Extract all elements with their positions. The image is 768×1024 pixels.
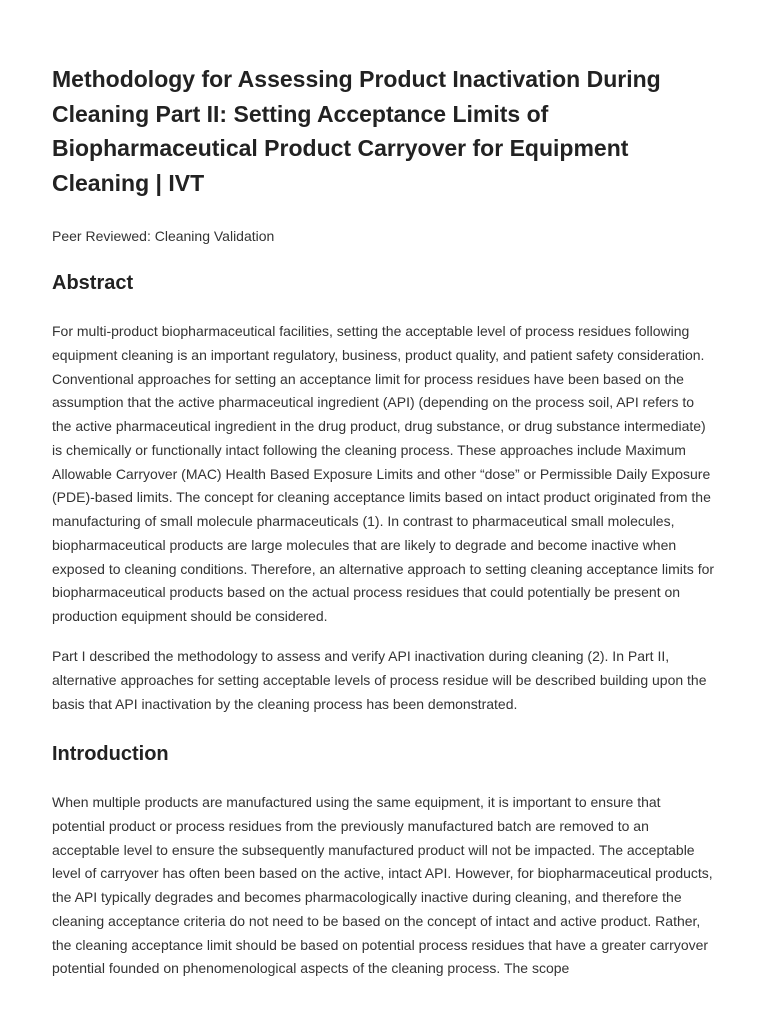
introduction-paragraph: When multiple products are manufactured using the same equipment, it is important to ensure that potential product or process residues from the previously manufactured batch are removed to an acceptable level to ensure the subsequently manufactured product will not be impacted. The acceptable level of carryover has often been based on the active, intact API. However, for biopharmaceutical products, the API typically degrades and becomes pharmacologically inactive during cleaning, and therefore the cleaning acceptance criteria do not need to be based on the concept of intact and active product. Rather, the cleaning acceptance limit should be based on potential process residues that have a greater carryover potential founded on phenomenological aspects of the cleaning process. The scope xyxy=(52,794,713,977)
article-title: Methodology for Assessing Product Inactivation During Cleaning Part II: Setting Acceptance Limits of Biopharmaceutical Product Carryover for Equipment Cleaning | IVT xyxy=(52,66,661,196)
introduction-heading: Introduction xyxy=(52,743,169,765)
article-category: Peer Reviewed: Cleaning Validation xyxy=(52,228,275,244)
article xyxy=(52,62,716,977)
abstract-paragraph: Part I described the methodology to assess and verify API inactivation during cleaning (2). In Part II, alternative approaches for setting acceptable levels of process residue will be described building upon the basis that API inactivation by the cleaning process has been demonstrated. xyxy=(52,648,707,712)
abstract-heading: Abstract xyxy=(52,272,134,294)
abstract-paragraph: For multi-product biopharmaceutical facilities, setting the acceptable level of process residues following equipment cleaning is an important regulatory, business, product quality, and patient safety consideration. Conventional approaches for setting an acceptance limit for process residues have been based on the assumption that the active pharmaceutical ingredient (API) (depending on the process soil, API refers to the active pharmaceutical ingredient in the drug product, drug substance, or drug substance intermediate) is chemically or functionally intact following the cleaning process. These approaches include Maximum Allowable Carryover (MAC) Health Based Exposure Limits and other “dose” or Permissible Daily Exposure (PDE)-based limits. The concept for cleaning acceptance limits based on intact product originated from the manufacturing of small molecule pharmaceuticals (1). In contrast to pharmaceutical small molecules, biopharmaceutical products are large molecules that are likely to degrade and become inactive when exposed to cleaning conditions. Therefore, an alternative approach to setting cleaning acceptance limits for biopharmaceutical products based on the actual process residues that could potentially be present on production equipment should be considered. xyxy=(52,323,715,624)
